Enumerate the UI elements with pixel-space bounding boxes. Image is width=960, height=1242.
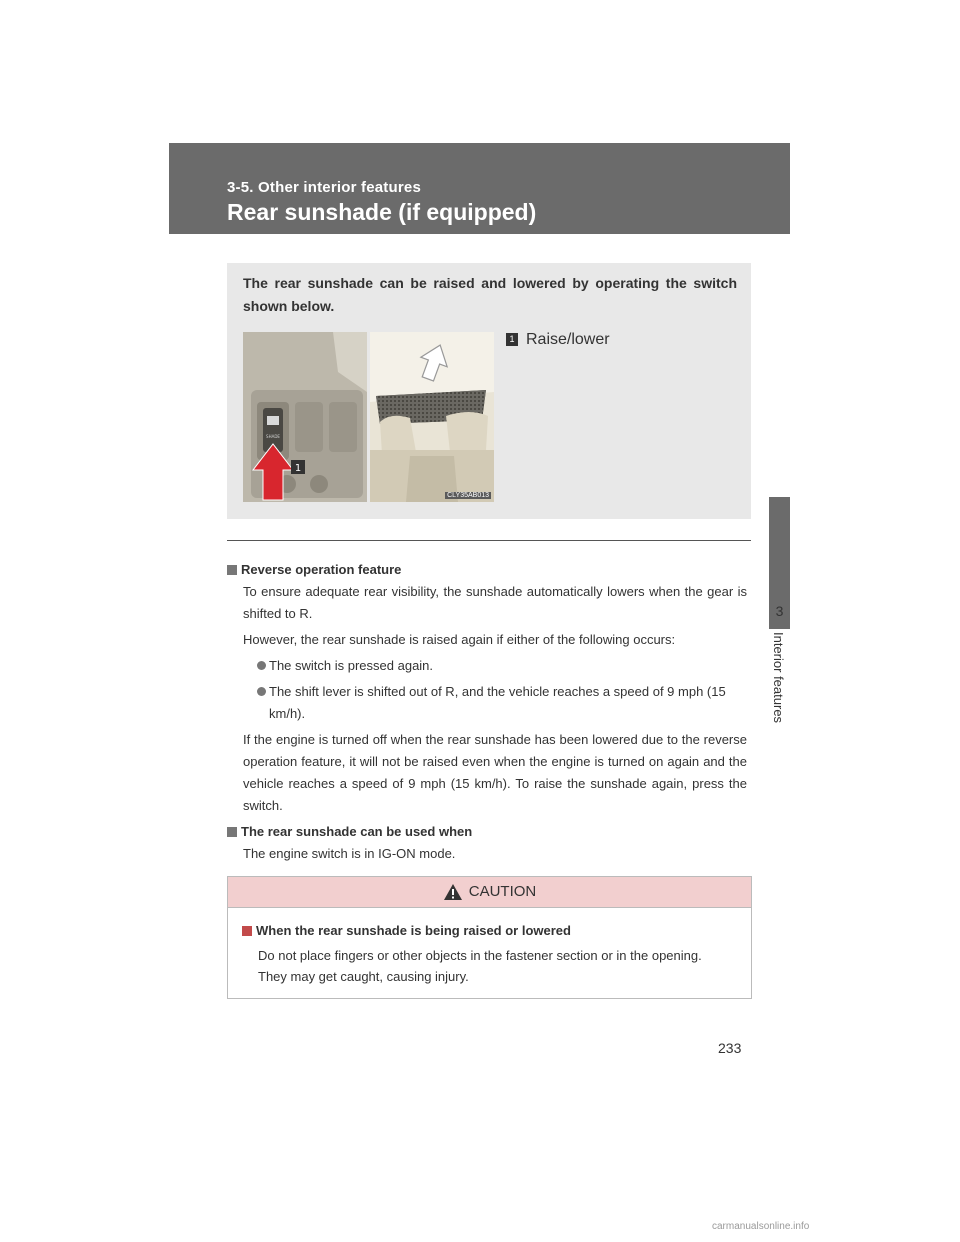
chapter-label: Interior features — [771, 632, 786, 724]
switch-panel-illustration — [243, 332, 367, 502]
body-content — [227, 559, 747, 869]
warning-triangle-icon — [443, 883, 463, 901]
section-divider — [227, 540, 751, 541]
bullet-item: The shift lever is shifted out of R, and the vehicle reaches a speed of 9 mph (15 km/h). — [257, 681, 747, 725]
caution-header — [228, 877, 751, 908]
paragraph: If the engine is turned off when the rear sunshade has been lowered due to the reverse operation feature, it will not be raised even when the engine is turned on again and the vehicle reaches a speed of 9 mph (15 km/h). To raise the sunshade again, press the switch. — [243, 732, 747, 813]
legend-label: Raise/lower — [526, 331, 610, 348]
page-header — [169, 143, 790, 234]
intro-text: The rear sunshade can be raised and lowered by operating the switch shown below. — [243, 275, 737, 314]
paragraph: However, the rear sunshade is raised again if either of the following occurs: — [243, 632, 676, 647]
bullet-item: The switch is pressed again. — [257, 655, 747, 677]
watermark: carmanualsonline.info — [712, 1221, 810, 1232]
subheading-usage-condition: The rear sunshade can be used when — [227, 821, 747, 843]
subheading-reverse-operation: Reverse operation feature — [227, 559, 747, 581]
switch-label: SHADE — [266, 434, 280, 439]
caution-subheading: When the rear sunshade is being raised or lowered — [242, 920, 737, 941]
caution-text: Do not place fingers or other objects in the fastener section or in the opening. — [258, 948, 702, 963]
paragraph: The engine switch is in IG-ON mode. — [243, 846, 456, 861]
legend-marker: 1 — [506, 333, 518, 346]
paragraph: To ensure adequate rear visibility, the sunshade automatically lowers when the gear is shifted to R. — [243, 584, 747, 621]
chapter-number: 3 — [775, 603, 784, 619]
caution-box — [227, 876, 752, 999]
page-title: Rear sunshade (if equipped) — [227, 199, 537, 225]
caution-body — [228, 908, 751, 987]
caution-title: CAUTION — [468, 883, 537, 900]
caution-text: They may get caught, causing injury. — [258, 969, 469, 984]
section-label: 3-5. Other interior features — [227, 179, 421, 196]
svg-text:1: 1 — [294, 463, 302, 474]
rear-window-illustration — [370, 332, 494, 502]
page-number: 233 — [718, 1040, 742, 1056]
figure-legend — [506, 331, 610, 349]
figure-code: CLY35AB013 — [447, 492, 489, 499]
switch-photo — [243, 332, 367, 502]
sunshade-photo — [370, 332, 494, 502]
intro-panel — [227, 263, 751, 519]
